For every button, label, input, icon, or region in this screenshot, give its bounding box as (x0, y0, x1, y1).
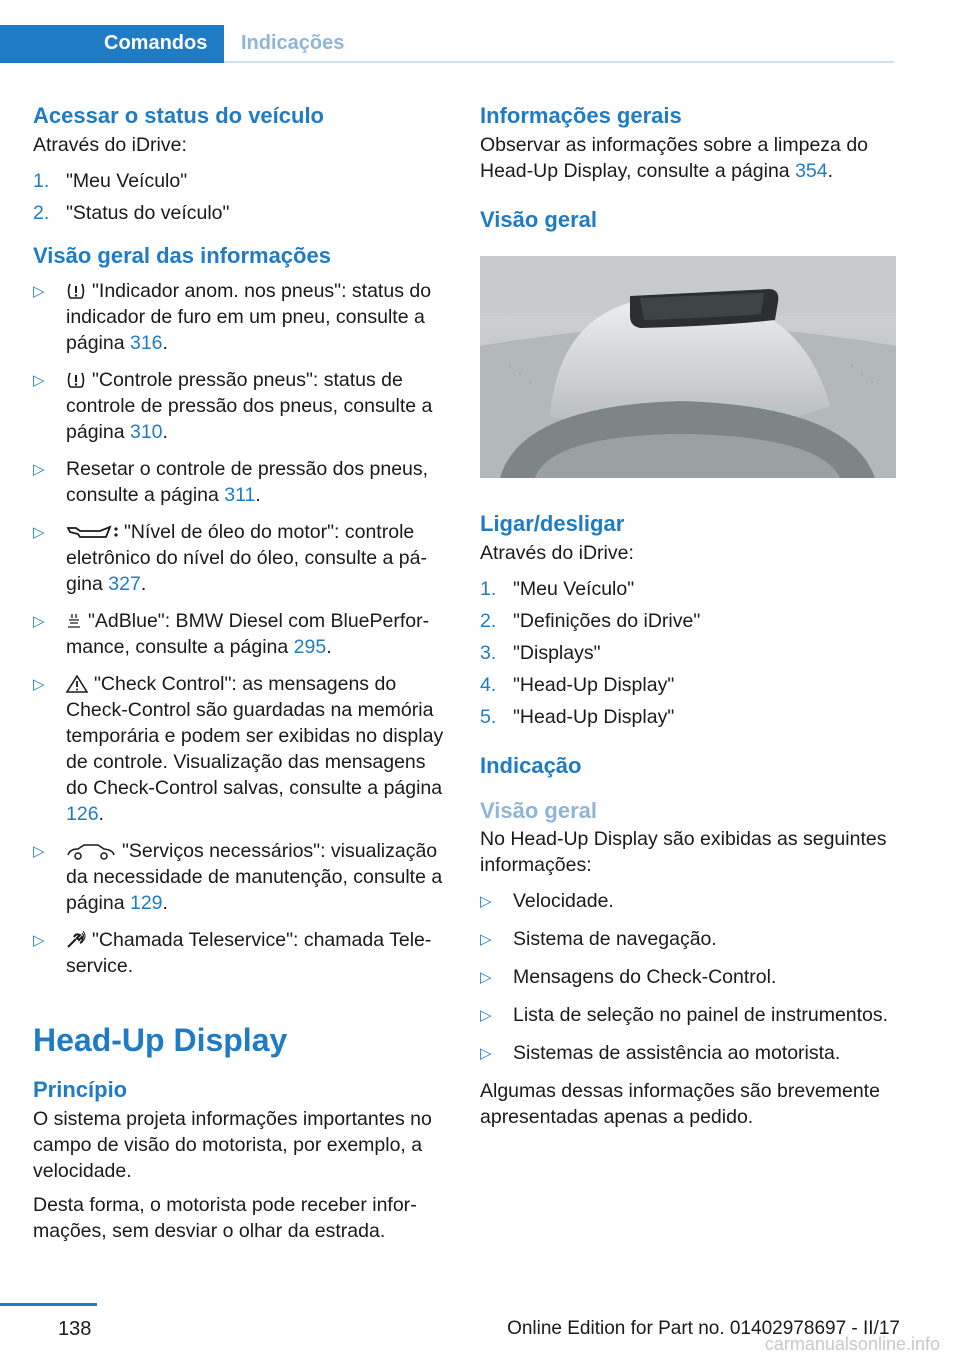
list-item: ▷ "Nível de óleo do motor": controle eletrônico do nível do óleo, consulte a página 327. (33, 521, 427, 595)
header-tabs (0, 25, 344, 62)
right-column (480, 100, 896, 1130)
section-title-general-info: Informações gerais (480, 103, 682, 128)
page-link[interactable]: 295 (293, 636, 327, 658)
list-item: ▷ Sistemas de assistência ao motorista. (480, 1040, 896, 1067)
steps-list (480, 576, 896, 730)
paragraph: Algumas dessas informações são brevemente apresentadas apenas a pedido. (480, 1080, 880, 1128)
page-link[interactable]: 316 (129, 332, 163, 354)
paragraph: Desta forma, o motorista pode receber informações, sem desviar o olhar da estrada. (33, 1194, 417, 1242)
triangle-right-icon: ▷ (33, 676, 45, 693)
tire-warning-icon (66, 282, 86, 300)
subsection-title-overview: Visão geral (480, 798, 597, 823)
page-number: 138 (58, 1318, 92, 1340)
list-item: ▷ "Controle pressão pneus": status de controle de pressão dos pneus, consulte a página 310. (33, 369, 433, 443)
list-item: 4. "Head-Up Display" (480, 674, 675, 696)
section-title-principle: Princípio (33, 1077, 128, 1102)
paragraph: Através do iDrive: (33, 134, 187, 156)
list-item: ▷ "Serviços necessários": visualização da necessidade de manutenção, consulte a página 129. (33, 840, 443, 914)
left-column (33, 100, 449, 1244)
page-link[interactable]: 327 (108, 573, 141, 595)
triangle-right-icon: ▷ (480, 969, 492, 986)
page-link[interactable]: 126 (66, 803, 99, 825)
triangle-right-icon: ▷ (33, 843, 45, 860)
list-item: 1. "Meu Veículo" (480, 578, 635, 600)
car-service-icon (66, 844, 116, 860)
list-item: ▷ Resetar o controle de pressão dos pneus, consulte a página 311. (33, 458, 429, 506)
triangle-right-icon: ▷ (480, 893, 492, 910)
paragraph: Através do iDrive: (480, 542, 634, 564)
triangle-right-icon: ▷ (480, 1045, 492, 1062)
list-item: ▷ "AdBlue": BMW Diesel com BluePerformance, consulte a página 295. (33, 610, 430, 658)
watermark: carmanualsonline.info (764, 1334, 940, 1354)
list-item: ▷ "Chamada Teleservice": chamada Teleservice. (33, 929, 432, 977)
triangle-right-icon: ▷ (33, 932, 45, 949)
list-item: ▷ Sistema de navegação. (480, 926, 896, 953)
warning-triangle-icon (66, 675, 88, 693)
section-title-on-off: Ligar/desligar (480, 511, 625, 536)
indication-list (480, 888, 896, 1067)
page-link[interactable]: 310 (129, 421, 163, 443)
page-link[interactable]: 311 (224, 484, 256, 506)
triangle-right-icon: ▷ (33, 613, 45, 630)
list-item: 2. "Definições do iDrive" (480, 610, 701, 632)
tab-comandos[interactable]: Comandos (0, 25, 224, 62)
header-active-underline (0, 60, 224, 63)
list-item: 2. "Status do veículo" (33, 202, 230, 224)
paragraph: O sistema projeta informações importantes no campo de visão do motorista, por exemplo, a velocidade. (33, 1108, 432, 1182)
tire-warning-icon (66, 371, 86, 389)
footer-accent-bar (0, 1303, 97, 1306)
list-item: ▷ "Indicador anom. nos pneus": status do indicador de furo em um pneu, consulte a página 316. (33, 280, 432, 354)
chapter-title: Head-Up Display (33, 1022, 288, 1058)
list-item: ▷ Lista de seleção no painel de instrumentos. (480, 1002, 896, 1029)
page-link[interactable]: 354 (795, 160, 828, 182)
wrench-call-icon (66, 931, 86, 949)
oil-can-icon (66, 525, 118, 541)
hud-photo (480, 256, 896, 478)
list-item: 1. "Meu Veículo" (33, 170, 188, 192)
list-item: 5. "Head-Up Display" (480, 706, 675, 728)
adblue-icon (66, 612, 82, 630)
triangle-right-icon: ▷ (33, 372, 45, 389)
list-item: 3. "Displays" (480, 642, 601, 664)
triangle-right-icon: ▷ (33, 461, 45, 478)
section-title-vehicle-status: Acessar o status do veículo (33, 103, 324, 128)
section-title-info-overview: Visão geral das informações (33, 243, 331, 268)
triangle-right-icon: ▷ (33, 283, 45, 300)
tab-indicacoes[interactable]: Indicações (241, 32, 345, 54)
section-title-overview: Visão geral (480, 207, 597, 232)
section-title-indication: Indicação (480, 753, 582, 778)
triangle-right-icon: ▷ (480, 931, 492, 948)
paragraph: Observar as informações sobre a limpeza do Head-Up Display, consulte a página 354. (480, 134, 869, 182)
triangle-right-icon: ▷ (33, 524, 45, 541)
list-item: ▷ Mensagens do Check-Control. (480, 964, 896, 991)
list-item: ▷ Velocidade. (480, 888, 896, 915)
paragraph: No Head-Up Display são exibidas as seguintes informações: (480, 828, 887, 876)
info-list (33, 278, 449, 979)
steps-list (33, 168, 449, 226)
list-item: ▷ "Check Control": as mensagens do Check-Control são guardadas na memória temporária e podem ser exibidas no display de controle. Visualização das mensagens do Check-Control salvas, consulte a página 126. (33, 673, 444, 825)
page-link[interactable]: 129 (129, 892, 163, 914)
edition-note: Online Edition for Part no. 01402978697 - II/17 (507, 1318, 900, 1339)
triangle-right-icon: ▷ (480, 1007, 492, 1024)
